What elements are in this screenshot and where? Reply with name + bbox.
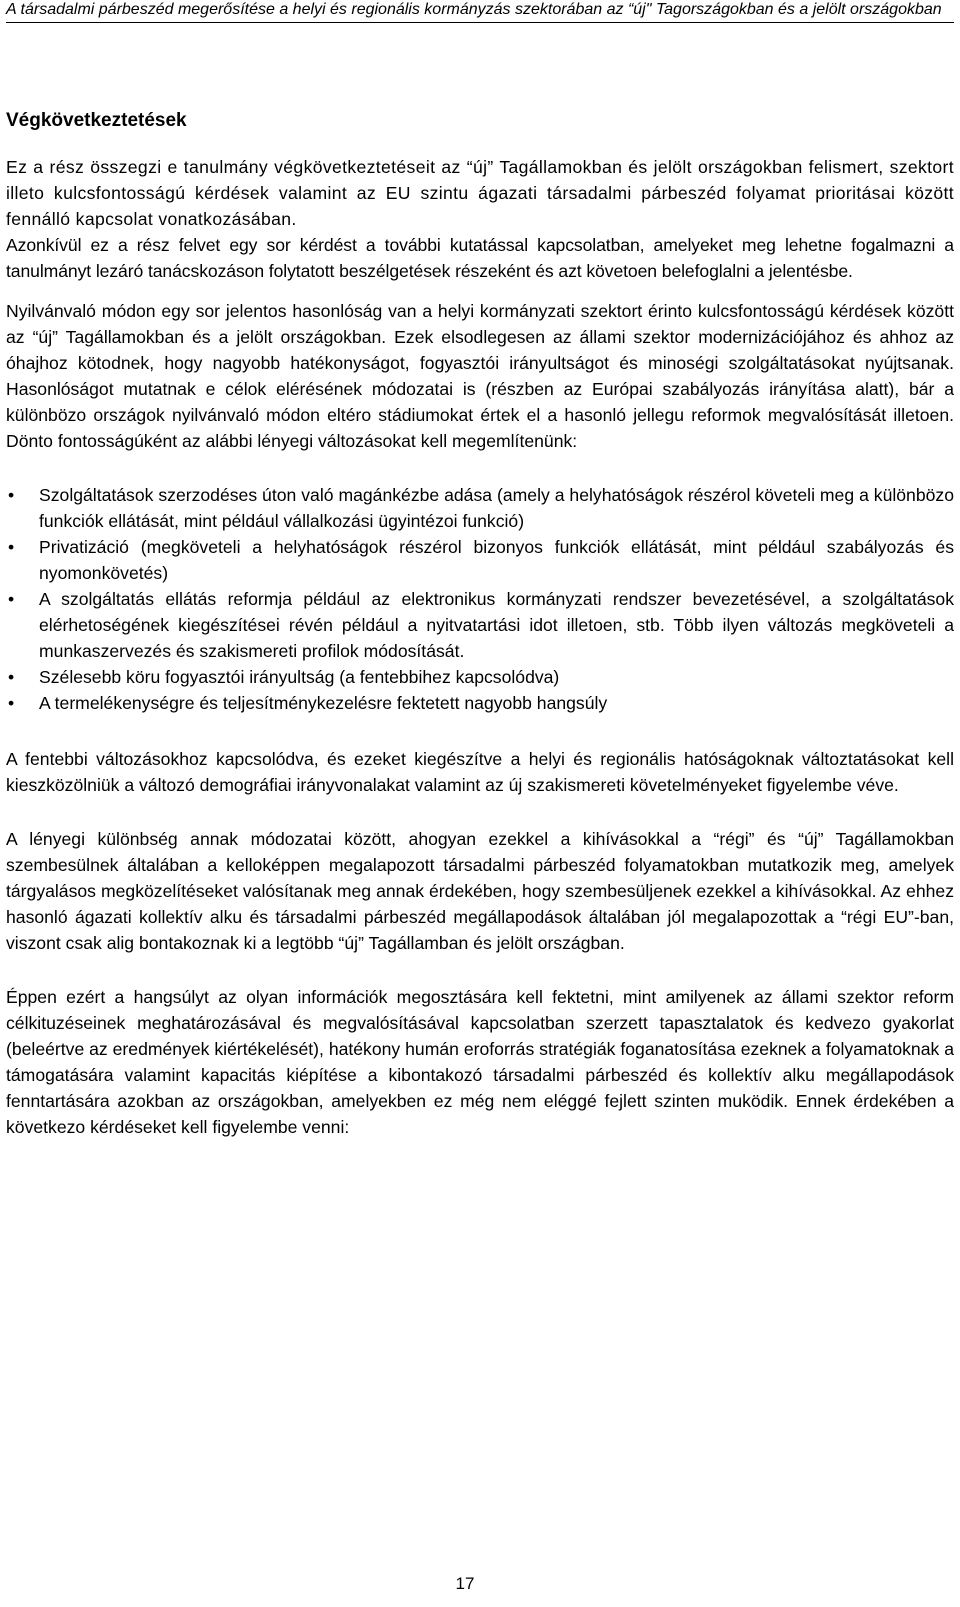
paragraph-information-sharing: Éppen ezért a hangsúlyt az olyan információk megosztására kell fektetni, mint amilyenek az állami szektor reform célkituzéseinek meghatározásával és megvalósításával kapcsolatban szerzett tapasztalatok és kedvezo gyakorlat (beleértve az eredmények kiértékelését), hatékony humán eroforrás stratégiák foganatosítása ezeknek a folyamatoknak a támogatására valamint kapacitás kiépítése a kibontakozó társadalmi párbeszéd és kollektív alku megállapodások fenntartására azokban az országokban, amelyekben ez még nem eléggé fejlett szinten muködik. Ennek érdekében a következo kérdéseket kell figyelembe venni: bbox=[6, 987, 954, 1137]
bullet-icon: • bbox=[8, 667, 15, 687]
paragraph-research-questions: Azonkívül ez a rész felvet egy sor kérdést a további kutatással kapcsolatban, amelyeket meg lehetne fogalmazni a tanulmányt lezáró tanácskozáson folytatott beszélgetések részeként és azt követoen belefoglalni a jelentésbe. bbox=[6, 235, 954, 281]
paragraph-key-difference: A lényegi különbség annak módozatai között, ahogyan ezekkel a kihívásokkal a “régi” és “új” Tagállamokban szembesülnek általában a kelloképpen megalapozott társadalmi párbeszéd folyamatokban mutatkozik meg, amelyek tárgyalásos megközelítéseket valósítanak meg annak érdekében, hogy szembesüljenek ezekkel a kihívásokkal. Az ehhez hasonló ágazati kollektív alku és társadalmi párbeszéd megállapodások általában jól megalapozottak a “régi EU”-ban, viszont csak alig bontakoznak ki a legtöbb “új” Tagállamban és jelölt országban. bbox=[6, 829, 954, 953]
bullet-icon: • bbox=[8, 485, 15, 505]
paragraph-demographics: A fentebbi változásokhoz kapcsolódva, és ezeket kiegészítve a helyi és regionális hatóságoknak változtatásokat kell kieszközölniük a változó demográfiai irányvonalakat valamint az új szakismereti követelményeket figyelembe véve. bbox=[6, 749, 954, 795]
list-item: • Szélesebb köru fogyasztói irányultság (a fentebbihez kapcsolódva) bbox=[6, 664, 954, 690]
bullet-icon: • bbox=[8, 693, 15, 713]
changes-list bbox=[6, 482, 954, 716]
bullet-icon: • bbox=[8, 589, 15, 609]
list-item: • Privatizáció (megköveteli a helyhatóságok részérol bizonyos funkciók ellátását, mint például szabályozás és nyomonkövetés) bbox=[6, 534, 954, 586]
document-body bbox=[6, 108, 954, 1140]
paragraph-similarities: Nyilvánvaló módon egy sor jelentos hasonlóság van a helyi kormányzati szektort érinto kulcsfontosságú kérdések között az “új” Tagállamokban és a jelölt országokban. Ezek elsodlegesen az állami szektor modernizációjához és ahhoz az óhajhoz kötodnek, hogy nagyobb hatékonyságot, fogyasztói irányultságot és minoségi szolgáltatásokat nyújtsanak. Hasonlóságot mutatnak e célok elérésének módozatai is (részben az Európai szabályozás irányítása alatt), bár a különbözo országok nyilvánvaló módon eltéro stádiumokat értek el a hasonló jellegu reformok megvalósítását illetoen. Dönto fontosságúként az alábbi lényegi változásokat kell megemlítenünk: bbox=[6, 301, 954, 451]
page-number: 17 bbox=[455, 1574, 475, 1593]
bullet-icon: • bbox=[8, 537, 15, 557]
section-heading: Végkövetkeztetések bbox=[6, 110, 187, 131]
list-item: • A termelékenységre és teljesítménykezelésre fektetett nagyobb hangsúly bbox=[6, 690, 954, 716]
running-header: A társadalmi párbeszéd megerősítése a helyi és regionális kormányzás szektorában az “új" Tagországokban és a jelölt országokban bbox=[6, 0, 954, 23]
paragraph-summary: Ez a rész összegzi e tanulmány végkövetkeztetéseit az “új” Tagállamokban és jelölt országokban felismert, szektort illeto kulcsfontosságú kérdések valamint az EU szintu ágazati társadalmi párbeszéd folyamat prioritásai között fennálló kapcsolat vonatkozásában. bbox=[6, 157, 954, 229]
list-item: • Szolgáltatások szerzodéses úton való magánkézbe adása (amely a helyhatóságok részérol követeli meg a különbözo funkciók ellátását, mint például vállalkozási ügyintézoi funkció) bbox=[6, 482, 954, 534]
list-item: • A szolgáltatás ellátás reformja például az elektronikus kormányzati rendszer bevezetésével, a szolgáltatások elérhetoségének kiegészítései révén például a nyitvatartási idot illetoen, stb. Több ilyen változás megköveteli a munkaszervezés és szakismereti profilok módosítását. bbox=[6, 586, 954, 664]
